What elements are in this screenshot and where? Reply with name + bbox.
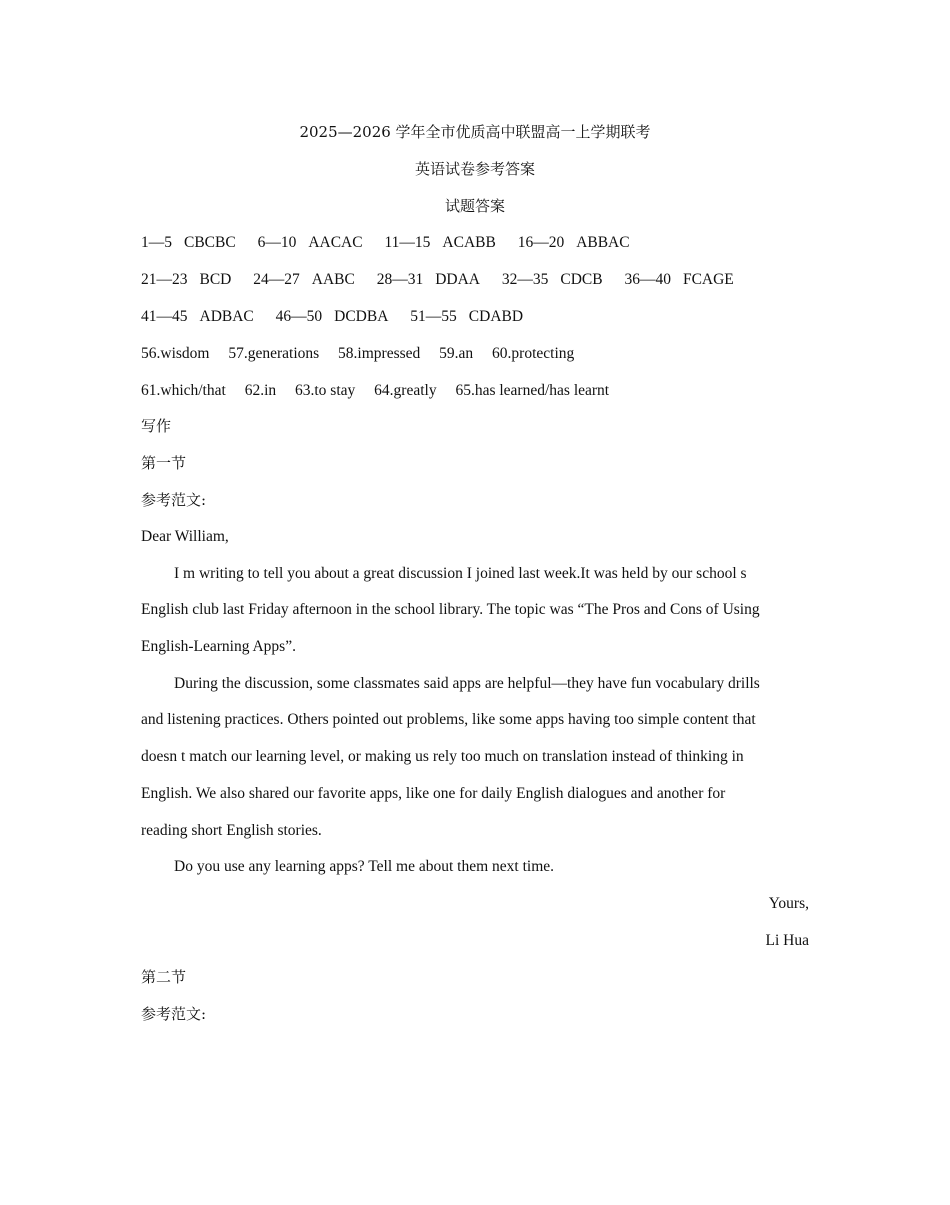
fill-in-answer: 58.impressed — [338, 345, 421, 362]
fill-in-answer: 59.an — [439, 345, 474, 362]
answer-key-subtitle: 英语试卷参考答案 — [414, 160, 535, 178]
paragraph-2-line-4: English. We also shared our favorite apps, like one for daily English dialogues and another for — [141, 785, 726, 802]
answer-group: 32—35 CDCB — [501, 271, 603, 288]
answer-group: 28—31 DDAA — [376, 271, 480, 288]
fill-in-row-2 — [141, 381, 624, 401]
answer-group: 41—45 ADBAC — [141, 308, 254, 325]
answer-row-3 — [141, 307, 541, 327]
fill-in-answer: 61.which/that — [141, 382, 226, 399]
paragraph-3-line-1: Do you use any learning apps? Tell me about them next time. — [174, 858, 555, 875]
letter-salutation: Dear William, — [141, 528, 229, 545]
paragraph-1-line-2: English club last Friday afternoon in the school library. The topic was “The Pros and Cons of Using — [141, 601, 760, 618]
fill-in-answer: 57.generations — [228, 345, 320, 362]
section-title: 试题答案 — [444, 197, 505, 215]
fill-in-answer: 60.protecting — [492, 345, 575, 362]
part-two-heading: 第二节 — [141, 968, 187, 986]
letter-closing: Yours, — [768, 895, 809, 912]
fill-in-answer: 64.greatly — [374, 382, 437, 399]
fill-in-answer: 62.in — [244, 382, 277, 399]
part-one-heading: 第一节 — [141, 454, 187, 472]
paragraph-1-line-1: I m writing to tell you about a great discussion I joined last week.It was held by our school s — [174, 565, 747, 582]
paragraph-2-line-3: doesn t match our learning level, or making us rely too much on translation instead of thinking in — [141, 748, 744, 765]
answer-row-1 — [141, 233, 648, 253]
fill-in-row-1 — [141, 344, 589, 364]
fill-in-answer: 63.to stay — [295, 382, 356, 399]
paragraph-1-line-3: English-Learning Apps”. — [141, 638, 296, 655]
answer-group: 11—15 ACABB — [384, 234, 496, 251]
answer-group: 21—23 BCD — [141, 271, 232, 288]
paragraph-2-line-5: reading short English stories. — [141, 822, 322, 839]
paragraph-2-line-2: and listening practices. Others pointed out problems, like some apps having too simple content that — [141, 711, 756, 728]
answer-group: 1—5 CBCBC — [141, 234, 236, 251]
exam-title: 2025—2026 学年全市优质高中联盟高一上学期联考 — [299, 123, 651, 141]
sample-essay-label-2: 参考范文: — [141, 1005, 207, 1023]
sample-essay-label: 参考范文: — [141, 491, 207, 509]
fill-in-answer: 65.has learned/has learnt — [455, 382, 610, 399]
answer-group: 24—27 AABC — [253, 271, 355, 288]
answer-row-2 — [141, 270, 752, 290]
fill-in-answer: 56.wisdom — [141, 345, 210, 362]
answer-group: 16—20 ABBAC — [517, 234, 630, 251]
answer-group: 6—10 AACAC — [257, 234, 363, 251]
answer-group: 36—40 FCAGE — [624, 271, 734, 288]
writing-heading: 写作 — [141, 417, 172, 435]
paragraph-2-line-1: During the discussion, some classmates said apps are helpful—they have fun vocabulary drills — [174, 675, 760, 692]
answer-group: 46—50 DCDBA — [275, 308, 389, 325]
letter-signature: Li Hua — [765, 932, 809, 949]
answer-group: 51—55 CDABD — [410, 308, 524, 325]
